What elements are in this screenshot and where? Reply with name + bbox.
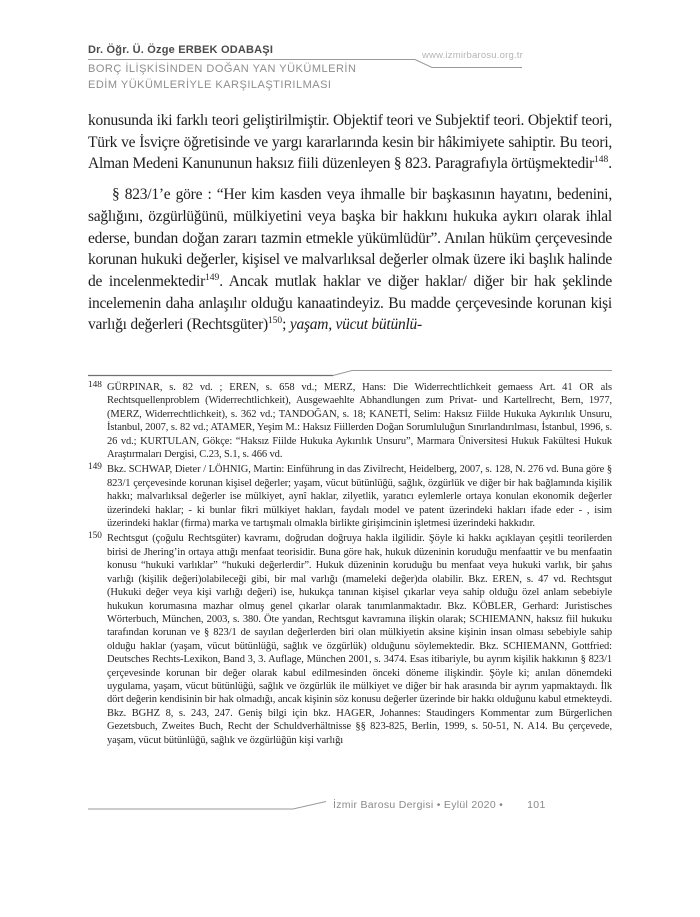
page-number: 101: [527, 799, 546, 811]
journal-website-url: www.izmirbarosu.org.tr: [422, 50, 524, 61]
body-paragraph-1-text: konusunda iki farklı teori geliştirilmiştir. Objektif teori ve Subjektif teori. Objektif teori, Türk ve İsviçre öğretisinde ve yargı kararlarında kesin bir hâkimiyete sahiptir. Bu teori, Alman Medeni Kanununun haksız fiili düzenleyen § 823. Paragrafıyla örtüşmektedir: [88, 112, 612, 173]
body-paragraph-1-after: .: [608, 155, 612, 173]
footer-rule-line: [88, 799, 328, 811]
article-body: [88, 110, 612, 372]
footnote-ref-149: 149: [205, 272, 220, 283]
footnote-150: [88, 532, 612, 747]
footnote-150-number: 150: [88, 531, 102, 542]
body-paragraph-2-italic: yaşam, vücut bütünlü-: [289, 316, 422, 334]
footnote-149-text: Bkz. SCHWAP, Dieter / LÖHNIG, Martin: Einführung in das Zivilrecht, Heidelberg, 2007, s. 128, N. 276 vd. Buna göre § 823/1 çerçevesinde korunan kişisel değerler; yaşam, vücut bütünlüğü, sağlık, özgürlük ve diğer bir hak bağlamında kişilik hakkı; malvarlıksal değerler ise mülkiyet, aynî haklar, zilyetlik, yaratıcı eylemlerle ortaya konulan ekonomik değerler üzerindeki haklar; - ki bunlar fikri mülkiyet hakları, faydalı model ve patent üzerindeki hakları ifade eder - , isim üzerindeki haklar (firma) marka ve tartışmalı olmakla birlikte girişimcinin işletmesi üzerindeki hakkıdır.: [107, 464, 612, 530]
footnote-149-number: 149: [88, 462, 102, 473]
page-footer: [333, 799, 613, 811]
body-paragraph-2-text-1: § 823/1’e göre : “Her kim kasden veya ihmalle bir başkasının hayatını, bedenini, sağlığını, özgürlüğünü, mülkiyetini veya başka bir hakkını hukuka aykırı olarak ihlal ederse, bundan doğan zararı tazmin etmekle yükümlüdür”. Anılan hüküm çerçevesinde korunan hukuki değerler, kişisel ve malvarlıksal değerler olmak üzere iki başlık halinde de incelenmektedir: [88, 186, 612, 290]
body-paragraph-2: [88, 184, 612, 336]
footnote-149: [88, 463, 612, 530]
author-name: Dr. Öğr. Ü. Özge ERBEK ODABAŞI: [88, 44, 274, 56]
footnote-148-text: GÜRPINAR, s. 82 vd. ; EREN, s. 658 vd.; MERZ, Hans: Die Widerrechtlichkeit gemaess Art. 41 OR als Rechtsquellenproblem (Widerrechtlichkeit), Ausgewaehlte Abhandlungen zum Privat- und Kartellrecht, Bern, 1977, (MERZ, Widerrechtlichkeit), s. 362 vd.; TANDOĞAN, s. 18; KANETİ, Selim: Haksız Fiilde Hukuka Aykırılık Unsuru, İstanbul, 2007, s. 82 vd.; ATAMER, Yeşim M.: Haksız Fiillerden Doğan Sorumluluğun Sınırlandırılması, İstanbul, 1996, s. 26 vd.; KURTULAN, Gökçe: “Haksız Fiilde Hukuka Aykırılık Unsuru”, Marmara Üniversitesi Hukuk Fakültesi Hukuk Araştırmaları Dergisi, C.23, S.1, s. 466 vd.: [107, 382, 612, 461]
journal-name-and-issue: İzmir Barosu Dergisi • Eylül 2020 •: [333, 799, 504, 811]
article-title: [88, 62, 448, 93]
footnote-148-number: 148: [88, 381, 102, 390]
footnote-separator-line: [88, 368, 612, 378]
body-paragraph-1: [88, 110, 612, 175]
footnote-ref-150: 150: [267, 316, 283, 327]
footnote-ref-148: 148: [594, 155, 609, 166]
body-paragraph-2-text-3: ;: [282, 316, 290, 334]
footnotes-section: [88, 381, 612, 807]
footnote-148: [88, 381, 612, 461]
article-title-line2: EDİM YÜKÜMLERİYLE KARŞILAŞTIRILMASI: [88, 78, 332, 91]
footnote-150-text: Rechtsgut (çoğulu Rechtsgüter) kavramı, doğrudan doğruya hakla ilgilidir. Şöyle ki hakkı açıklayan çeşitli teorilerden birisi de Jhering’in ortaya attığı menfaat teorisidir. Buna göre hak, hukuk düzeninin koruduğu menfaattir ve bu menfaatin konusu “hukuki varlıklar” “hukuki değerlerdir”. Hukuk düzeninin koruduğu bu menfaat veya hukuki varlık, bir şahıs varlığı (kişilik değeri)olabileceği gibi, bir mal varlığı (mameleki değer)da olabilir. Bkz. EREN, s. 47 vd. Rechtsgut (Hukuki değer veya kişi varlığı değeri) ise, hukukça tanınan kişisel çıkarlar veya sahip olduğu özel anlam sebebiyle hukukun korumasına mazhar olmuş genel çıkarlar olarak tanımlanmaktadır. Bkz. KÖBLER, Gerhard: Juristisches Wörterbuch, München, 2003, s. 380. Öte yandan, Rechtsgut kavramına ilişkin olarak; SCHIEMANN, haksız fiil hukuku tarafından korunan ve § 823/1 de sayılan değerlerden biri olan mülkiyetin aksine kişinin insan olması sebebiyle sahip olduğu haklar (yaşam, vücut bütünlüğü, sağlık ve özgürlük) olduğunu söylemektedir. Bkz. SCHIEMANN, Gottfried: Deutsches Rechts-Lexikon, Band 3, 3. Auflage, München 2001, s. 3474. Esas itibariyle, bu ayrım kişilik hakkının § 823/1 çerçevesinde korunan bir değer olarak kabul edilmesinden önceki döneme ilişkindir. Şöyle ki; anılan dönemdeki uygulama, yaşam, vücut bütünlüğü, sağlık ve özgürlük ile mülkiyet ve diğer bir hak arasında bir ayrım yapmaktaydı. İlk dört değerin kendisinin bir hak olmadığı, ancak kişinin söz konusu değerler üzerinde bir hakkı olduğunu kabul etmekteydi. Bkz. BGHZ 8, s. 243, 247. Geniş bilgi için bkz. HAGER, Johannes: Staudingers Kommentar zum Bürgerlichen Gezetsbuch, Zweites Buch, Recht der Schuldverhältnisse §§ 823-825, Berlin, 1999, s. 50-51, N. A14. Bu çerçevede, yaşam, vücut bütünlüğü, sağlık ve özgürlüğün kişi varlığı: [107, 533, 612, 746]
body-paragraph-2-text-2: . Ancak mutlak haklar ve diğer haklar/ diğer bir hak şeklinde incelemenin daha anlaşılır olduğu kanaatindeyiz. Bu madde çerçevesinde korunan kişi varlığı değerleri (Rechtsgüter): [88, 272, 612, 334]
article-title-line1: BORÇ İLİŞKİSİNDEN DOĞAN YAN YÜKÜMLERİN: [88, 63, 357, 75]
